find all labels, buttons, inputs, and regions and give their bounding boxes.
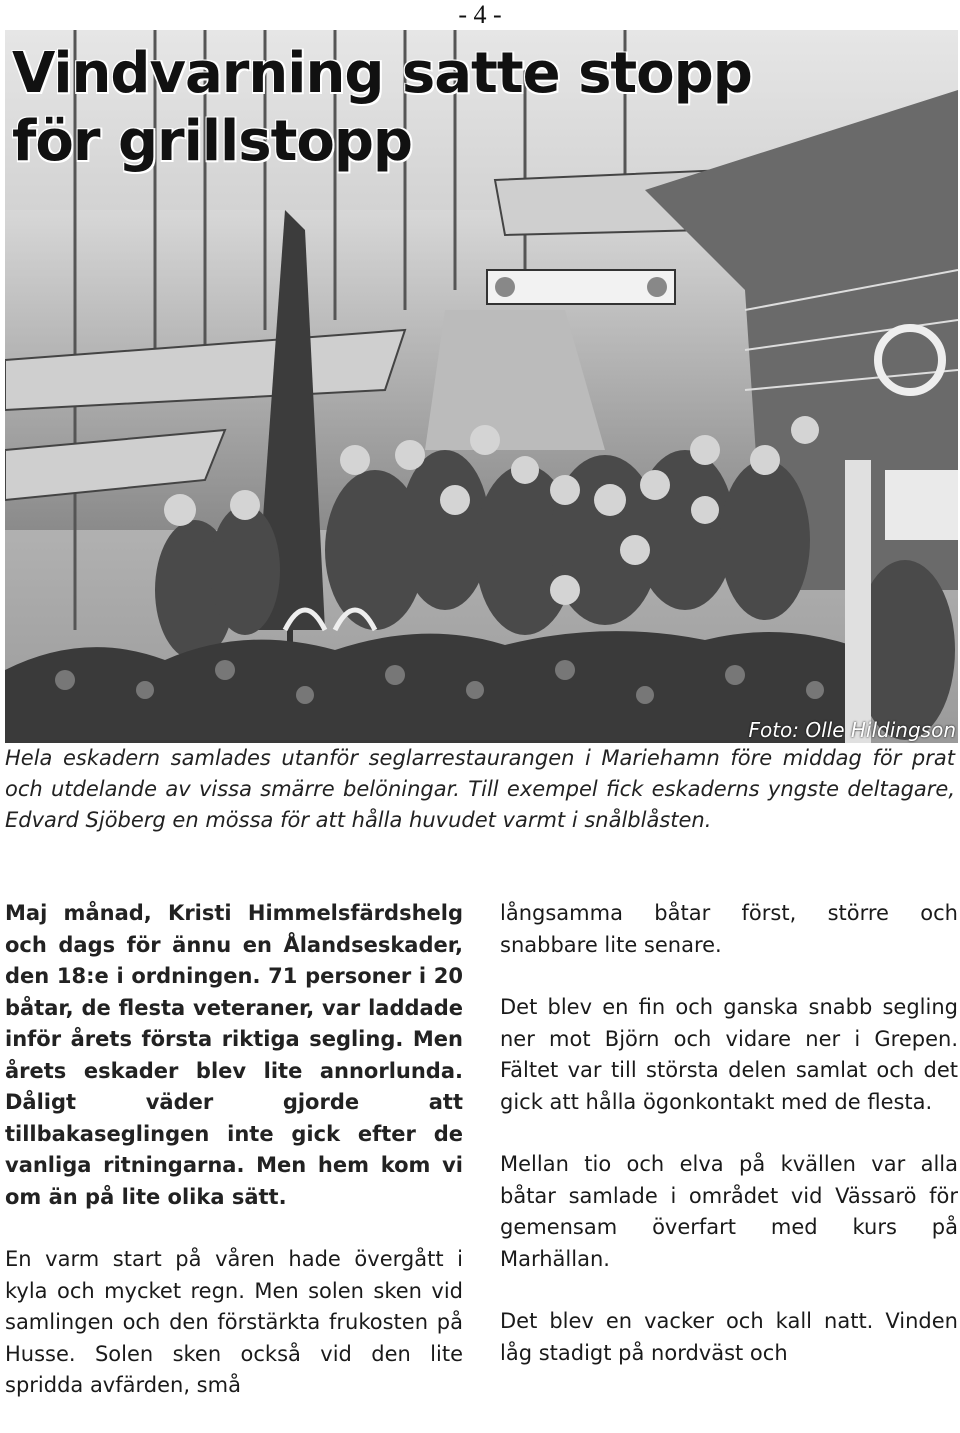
article-paragraph: Mellan tio och elva på kvällen var alla båtar samlade i området vid Vässarö för gemensam överfart med kurs på Marhällan. [500, 1152, 958, 1271]
article-paragraph: Det blev en fin och ganska snabb segling ner mot Björn och vidare ner i Grepen. Fältet var till största delen samlat och det gick att hålla ögonkontakt med de flesta. [500, 995, 958, 1114]
article-paragraph: långsamma båtar först, större och snabbare lite senare. [500, 901, 958, 957]
headline [12, 40, 752, 176]
article-column-right [500, 898, 958, 1400]
headline-line-2: för grillstopp [12, 109, 412, 174]
page-number: - 4 - [458, 0, 502, 29]
article-paragraph: Det blev en vacker och kall natt. Vinden låg stadigt på nordväst och [500, 1309, 958, 1365]
photo-credit: Foto: Olle Hildingson [748, 718, 956, 742]
article-column-left [5, 898, 463, 1433]
article-lead: Maj månad, Kristi Himmelsfärdshelg och dags för ännu en Ålandseskader, den 18:e i ordningen. 71 personer i 20 båtar, de flesta veteraner, var laddade inför årets första riktiga segling. Men årets eskader blev lite annorlunda. Dåligt väder gjorde att tillbakaseglingen inte gick efter de vanliga ritningarna. Men hem kom vi om än på lite olika sätt. [5, 901, 463, 1209]
headline-line-1: Vindvarning satte stopp [12, 41, 752, 106]
article-paragraph: En varm start på våren hade övergått i kyla och mycket regn. Men solen sken vid samlingen och den förstärkta frukosten på Husse. Solen sken också vid den lite spridda avfärden, små [5, 1247, 463, 1397]
photo-caption: Hela eskadern samlades utanför seglarrestaurangen i Mariehamn före middag för prat och utdelande av vissa smärre belöningar. Till exempel fick eskaderns yngste deltagare, Edvard Sjöberg en mössa för att hålla huvudet varmt i snålblåsten. [5, 746, 955, 832]
